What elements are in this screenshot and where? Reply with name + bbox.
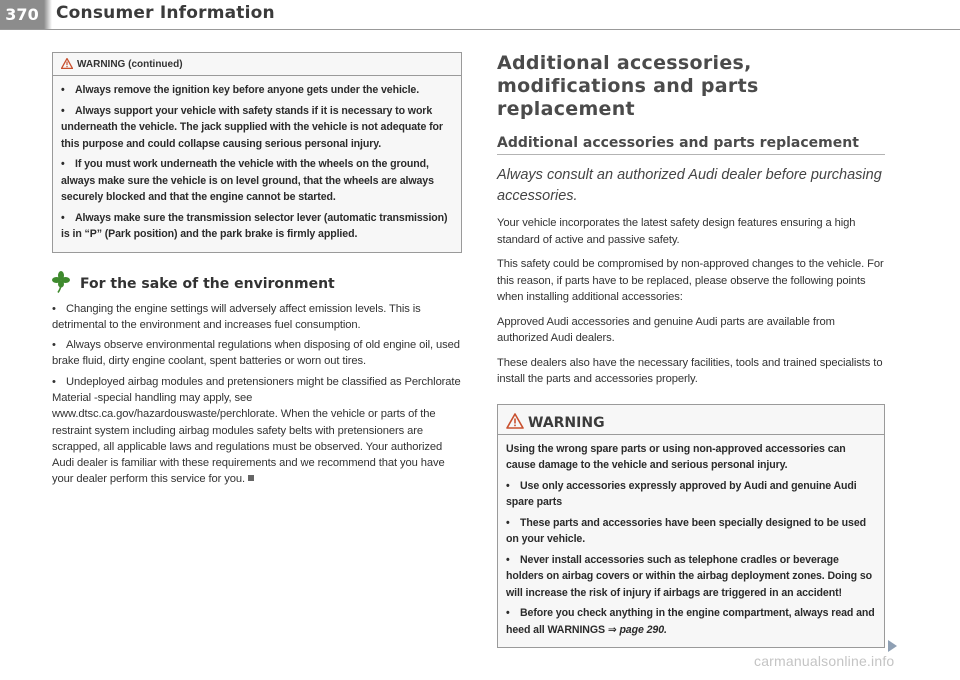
warning-continued-header — [53, 53, 461, 76]
environment-section — [52, 301, 462, 488]
right-column — [497, 52, 885, 648]
warning-item: • If you must work underneath the vehicle with the wheels on the ground, always make sure the vehicle is on level ground, that the wheels are always securely blocked and that the engine cannot be started. — [61, 158, 434, 203]
environment-leaf-icon — [52, 271, 70, 297]
warning-continued-label: WARNING (continued) — [77, 59, 183, 70]
warning-item: • These parts and accessories have been specially designed to be used on your vehicle. — [506, 516, 866, 545]
paragraph: Your vehicle incorporates the latest safety design features ensuring a high standard of active and passive safety. — [497, 217, 856, 246]
paragraph: Approved Audi accessories and genuine Audi parts are available from authorized Audi dealers. — [497, 315, 835, 344]
header-rule — [0, 29, 960, 30]
warning-item: • Always make sure the transmission selector lever (automatic transmission) is in “P” (Park position) and the park brake is firmly applied. — [61, 211, 448, 240]
environment-title: For the sake of the environment — [80, 275, 335, 292]
sub-heading-rule — [497, 154, 885, 155]
warning-label: WARNING — [528, 414, 605, 431]
sub-heading: Additional accessories and parts replacement — [497, 135, 859, 151]
section-end-marker — [248, 475, 254, 481]
warning-triangle-icon — [506, 413, 524, 433]
section-title: Consumer Information — [56, 3, 275, 23]
body-text — [497, 215, 885, 388]
lead-text: Always consult an authorized Audi dealer before purchasing accessories. — [497, 167, 882, 204]
warning-item: • Before you check anything in the engine compartment, always read and heed all WARNINGS ⇒ page 290. — [506, 607, 875, 636]
warning-box — [497, 404, 885, 649]
paragraph: This safety could be compromised by non-approved changes to the vehicle. For this reason, if parts have to be replaced, please observe the following points when installing additional accessories: — [497, 258, 884, 303]
page-number: 370 — [0, 0, 44, 30]
warning-item: • Use only accessories expressly approved by Audi and genuine Audi spare parts — [506, 479, 857, 508]
warning-item: • Never install accessories such as telephone cradles or beverage holders on airbag covers or within the airbag deployment zones. Doing so will increase the risk of injury if airbags are triggered in an accident! — [506, 553, 872, 599]
watermark: carmanualsonline.info — [754, 653, 895, 669]
page-reference-arrow: ⇒ — [607, 623, 617, 636]
warning-intro: Using the wrong spare parts or using non-approved accessories can cause damage to the vehicle and serious personal injury. — [506, 442, 846, 471]
warning-item: • Always remove the ignition key before anyone gets under the vehicle. — [61, 84, 420, 96]
continue-arrow-icon — [888, 640, 897, 652]
warning-item: • Always support your vehicle with safety stands if it is necessary to work underneath the vehicle. The jack supplied with the vehicle is not adequate for this purpose and could collapse causing serious personal injury. — [61, 104, 443, 150]
environment-item: • Undeployed airbag modules and pretensioners might be classified as Perchlorate Material -special handling may apply, see www.dtsc.ca.gov/hazardouswaste/perchlorate. When the vehicle or parts of the restraint system including airbag modules safety belts with pretensioners are scrapped, all applicable laws and regulations must be observed. Your authorized Audi dealer is familiar with these requirements and we recommend that you have your dealer perform this service for you. — [52, 375, 461, 486]
environment-item: • Always observe environmental regulations when disposing of old engine oil, used brake fluid, dirty engine coolant, spent batteries or worn out tires. — [52, 339, 460, 368]
warning-continued-box — [52, 52, 462, 253]
main-heading: Additional accessories, modifications and parts replacement — [497, 52, 759, 120]
page-reference-link[interactable]: page 290. — [619, 623, 667, 636]
environment-item: • Changing the engine settings will adversely affect emission levels. This is detrimental to the environment and increases fuel consumption. — [52, 302, 421, 331]
left-column — [52, 52, 462, 488]
paragraph: These dealers also have the necessary facilities, tools and trained specialists to install the parts and accessories properly. — [497, 356, 883, 385]
environment-heading — [52, 271, 462, 297]
warning-triangle-icon — [61, 58, 73, 72]
warning-header — [498, 405, 884, 435]
